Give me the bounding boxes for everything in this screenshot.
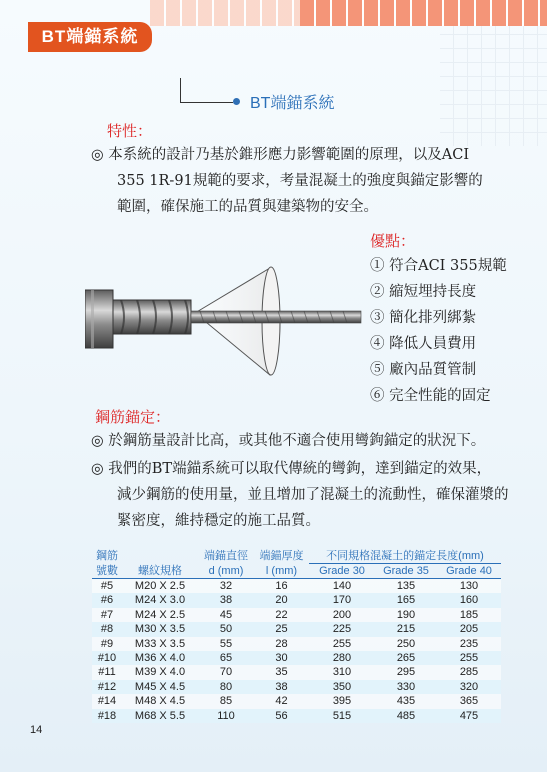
section-title: BT端錨系統 (250, 95, 335, 112)
table-row (92, 593, 501, 607)
header-rebar-2: 號數 (92, 564, 122, 579)
table-cell: 45 (198, 608, 254, 622)
advantage-item: ⑥ 完全性能的固定 (370, 388, 491, 404)
table-cell: 320 (437, 680, 501, 694)
table-cell: 38 (254, 680, 309, 694)
table-cell: 55 (198, 637, 254, 651)
table-cell: #12 (92, 680, 122, 694)
top-decor-band (300, 0, 547, 26)
table-cell: 255 (309, 637, 375, 651)
header-group: 不同規格混凝土的錨定長度(mm) (309, 549, 501, 564)
title-leader-line (180, 78, 233, 103)
anchorage-length-table (92, 549, 501, 723)
table-cell: 295 (375, 665, 437, 679)
table-cell: 56 (254, 709, 309, 723)
page-number: 14 (30, 724, 43, 736)
anchorage-line-1: ◎ 於鋼筋量設計比高，或其他不適合使用彎鉤錨定的狀況下。 (91, 433, 486, 449)
table-cell: 280 (309, 651, 375, 665)
advantage-item: ⑤ 廠內品質管制 (370, 362, 477, 378)
table-row (92, 608, 501, 622)
chapter-tag: BT端錨系統 (28, 22, 152, 52)
header-dia-1: 端錨直徑 (204, 550, 248, 563)
table-cell: 365 (437, 694, 501, 708)
anchorage-line-2: ◎ 我們的BT端錨系統可以取代傳統的彎鉤，達到錨定的效果， (91, 461, 492, 477)
table-cell: 85 (198, 694, 254, 708)
table-cell: 170 (309, 593, 375, 607)
advantage-item: ④ 降低人員費用 (370, 336, 477, 352)
table-cell: 38 (198, 593, 254, 607)
table-cell: 165 (375, 593, 437, 607)
table-cell: 160 (437, 593, 501, 607)
advantage-item: ① 符合ACI 355規範 (370, 258, 507, 274)
table-cell: 80 (198, 680, 254, 694)
table-cell: #14 (92, 694, 122, 708)
table-cell: 395 (309, 694, 375, 708)
table-row (92, 665, 501, 679)
table-cell: 205 (437, 622, 501, 636)
bullet-dot-icon (233, 98, 240, 105)
table-cell: 190 (375, 608, 437, 622)
table-cell: 485 (375, 709, 437, 723)
header-grade-35: Grade 35 (375, 564, 437, 579)
table-cell: 32 (198, 579, 254, 594)
table-cell: 25 (254, 622, 309, 636)
anchorage-line-3: 減少鋼筋的使用量，並且增加了混凝土的流動性，確保灌漿的 (117, 487, 509, 503)
table-row (92, 680, 501, 694)
table-cell: 42 (254, 694, 309, 708)
table-cell: 140 (309, 579, 375, 594)
table-cell: 285 (437, 665, 501, 679)
table-cell: 22 (254, 608, 309, 622)
table-cell: M45 X 4.5 (122, 680, 198, 694)
table-cell: 250 (375, 637, 437, 651)
table-cell: #7 (92, 608, 122, 622)
table-cell: #11 (92, 665, 122, 679)
table-cell: #6 (92, 593, 122, 607)
table-cell: M39 X 4.0 (122, 665, 198, 679)
table-cell: 200 (309, 608, 375, 622)
table-cell: M33 X 3.5 (122, 637, 198, 651)
table-cell: 28 (254, 637, 309, 651)
table-cell: 310 (309, 665, 375, 679)
header-thread: 螺紋規格 (122, 564, 198, 579)
table-cell: 515 (309, 709, 375, 723)
header-rebar-1: 鋼筋 (96, 550, 118, 563)
advantages-heading: 優點： (370, 232, 416, 250)
anchorage-heading: 鋼筋錨定： (95, 408, 171, 426)
table-cell: 255 (437, 651, 501, 665)
anchorage-line-4: 緊密度，維持穩定的施工品質。 (117, 513, 320, 529)
table-cell: 20 (254, 593, 309, 607)
table-cell: M30 X 3.5 (122, 622, 198, 636)
table-cell: 215 (375, 622, 437, 636)
table-cell: 30 (254, 651, 309, 665)
table-cell: M48 X 4.5 (122, 694, 198, 708)
table-row (92, 709, 501, 723)
table-cell: 475 (437, 709, 501, 723)
header-grade-30: Grade 30 (309, 564, 375, 579)
table-cell: 185 (437, 608, 501, 622)
table-cell: 70 (198, 665, 254, 679)
table-cell: #18 (92, 709, 122, 723)
table-row (92, 622, 501, 636)
advantage-item: ③ 簡化排列綁紮 (370, 310, 477, 326)
features-line-2: 355 1R-91規範的要求，考量混凝土的強度與錨定影響的 (117, 173, 483, 189)
table-cell: 225 (309, 622, 375, 636)
features-line-1: ◎ 本系統的設計乃基於錐形應力影響範圍的原理，以及ACI (91, 147, 470, 163)
anchor-illustration (85, 250, 370, 400)
advantage-item: ② 縮短埋持長度 (370, 284, 477, 300)
table-cell: 35 (254, 665, 309, 679)
features-heading: 特性： (107, 122, 153, 140)
table-cell: M24 X 3.0 (122, 593, 198, 607)
table-cell: M36 X 4.0 (122, 651, 198, 665)
table-cell: #5 (92, 579, 122, 594)
table-cell: 110 (198, 709, 254, 723)
table-cell: #10 (92, 651, 122, 665)
table-cell: M24 X 2.5 (122, 608, 198, 622)
table-cell: 16 (254, 579, 309, 594)
grid-decor (440, 26, 547, 146)
table-cell: M68 X 5.5 (122, 709, 198, 723)
table-cell: 330 (375, 680, 437, 694)
table-cell: 350 (309, 680, 375, 694)
table-cell: M20 X 2.5 (122, 579, 198, 594)
table-cell: 135 (375, 579, 437, 594)
table-row (92, 637, 501, 651)
header-thick-2: l (mm) (254, 564, 309, 579)
table-cell: 235 (437, 637, 501, 651)
table-cell: 265 (375, 651, 437, 665)
table-row (92, 651, 501, 665)
advantages-list (370, 253, 507, 409)
top-decor-band-light (150, 0, 300, 26)
table-cell: 130 (437, 579, 501, 594)
table-cell: #8 (92, 622, 122, 636)
table-row (92, 579, 501, 594)
header-grade-40: Grade 40 (437, 564, 501, 579)
header-thick-1: 端錨厚度 (259, 550, 304, 563)
table-row (92, 694, 501, 708)
features-line-3: 範圍，確保施工的品質與建築物的安全。 (117, 199, 378, 215)
header-dia-2: d (mm) (198, 564, 254, 579)
table-cell: 435 (375, 694, 437, 708)
table-cell: #9 (92, 637, 122, 651)
table-cell: 50 (198, 622, 254, 636)
table-cell: 65 (198, 651, 254, 665)
